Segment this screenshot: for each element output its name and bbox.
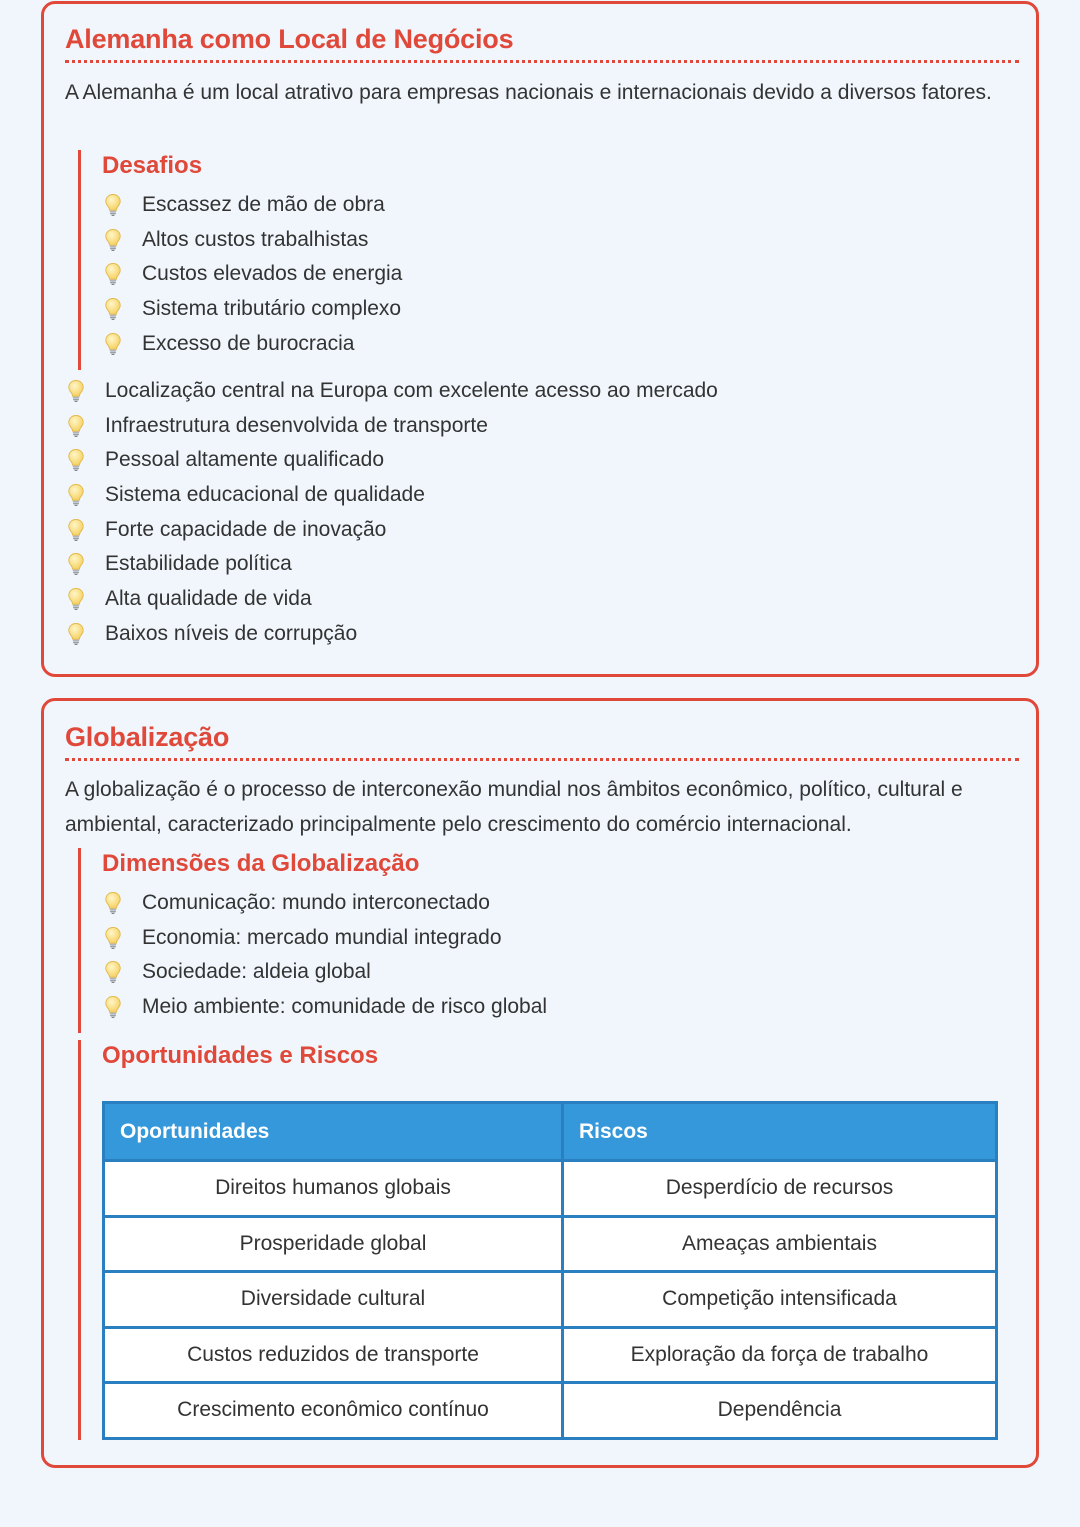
- section-intro: A globalização é o processo de interconexão mundial nos âmbitos econômico, político, cultural e ambiental, caracterizado principalmente pelo crescimento do comércio internacional.: [65, 778, 963, 836]
- opportunities-risks-subsection: [78, 1040, 998, 1440]
- challenges-subsection: [78, 150, 402, 370]
- table-row: [104, 1216, 997, 1272]
- section-card-germany: [41, 1, 1039, 677]
- lightbulb-icon: [67, 587, 85, 611]
- lightbulb-icon: [67, 379, 85, 403]
- list-item: Excesso de burocracia: [102, 327, 402, 362]
- list-item: Custos elevados de energia: [102, 257, 402, 292]
- title-divider: [65, 758, 1019, 761]
- subsection-title: Oportunidades e Riscos: [102, 1042, 379, 1069]
- dimensions-subsection: [78, 848, 547, 1033]
- section-title: Alemanha como Local de Negócios: [65, 24, 514, 54]
- table-cell: Competição intensificada: [563, 1272, 997, 1328]
- lightbulb-icon: [104, 332, 122, 356]
- lightbulb-icon: [104, 228, 122, 252]
- table-row: [104, 1161, 997, 1217]
- list-item: Sistema educacional de qualidade: [65, 478, 718, 513]
- title-divider: [65, 60, 1019, 63]
- list-item: Forte capacidade de inovação: [65, 513, 718, 548]
- table-cell: Exploração da força de trabalho: [563, 1327, 997, 1383]
- lightbulb-icon: [67, 448, 85, 472]
- lightbulb-icon: [104, 926, 122, 950]
- column-header-risks: Riscos: [563, 1103, 997, 1161]
- list-item: Sociedade: aldeia global: [102, 955, 547, 990]
- lightbulb-icon: [67, 518, 85, 542]
- lightbulb-icon: [104, 891, 122, 915]
- table-row: [104, 1383, 997, 1439]
- table-cell: Desperdício de recursos: [563, 1161, 997, 1217]
- list-item: Infraestrutura desenvolvida de transporte: [65, 409, 718, 444]
- list-item: Localização central na Europa com excelente acesso ao mercado: [65, 374, 718, 409]
- lightbulb-icon: [104, 995, 122, 1019]
- lightbulb-icon: [104, 960, 122, 984]
- table-row: [104, 1272, 997, 1328]
- section-card-globalization: [41, 698, 1039, 1468]
- table-cell: Direitos humanos globais: [104, 1161, 563, 1217]
- lightbulb-icon: [67, 622, 85, 646]
- table-cell: Prosperidade global: [104, 1216, 563, 1272]
- subsection-title: Dimensões da Globalização: [102, 850, 420, 877]
- table-cell: Diversidade cultural: [104, 1272, 563, 1328]
- table-cell: Custos reduzidos de transporte: [104, 1327, 563, 1383]
- list-item: Pessoal altamente qualificado: [65, 443, 718, 478]
- subsection-title: Desafios: [102, 152, 203, 179]
- table-header-row: [104, 1103, 997, 1161]
- advantages-list: [65, 374, 718, 652]
- list-item: Baixos níveis de corrupção: [65, 617, 718, 652]
- table-cell: Crescimento econômico contínuo: [104, 1383, 563, 1439]
- list-item: Escassez de mão de obra: [102, 188, 402, 223]
- table-cell: Dependência: [563, 1383, 997, 1439]
- list-item: Alta qualidade de vida: [65, 582, 718, 617]
- list-item: Meio ambiente: comunidade de risco global: [102, 990, 547, 1025]
- lightbulb-icon: [67, 414, 85, 438]
- list-item: Altos custos trabalhistas: [102, 223, 402, 258]
- section-intro: A Alemanha é um local atrativo para empresas nacionais e internacionais devido a diversos fatores.: [65, 81, 992, 104]
- list-item: Sistema tributário complexo: [102, 292, 402, 327]
- list-item: Comunicação: mundo interconectado: [102, 886, 547, 921]
- section-title: Globalização: [65, 722, 230, 752]
- lightbulb-icon: [104, 297, 122, 321]
- table-cell: Ameaças ambientais: [563, 1216, 997, 1272]
- column-header-opportunities: Oportunidades: [104, 1103, 563, 1161]
- list-item: Economia: mercado mundial integrado: [102, 921, 547, 956]
- table-row: [104, 1327, 997, 1383]
- lightbulb-icon: [67, 552, 85, 576]
- lightbulb-icon: [104, 262, 122, 286]
- list-item: Estabilidade política: [65, 547, 718, 582]
- lightbulb-icon: [104, 193, 122, 217]
- opportunities-risks-table: [102, 1101, 998, 1440]
- lightbulb-icon: [67, 483, 85, 507]
